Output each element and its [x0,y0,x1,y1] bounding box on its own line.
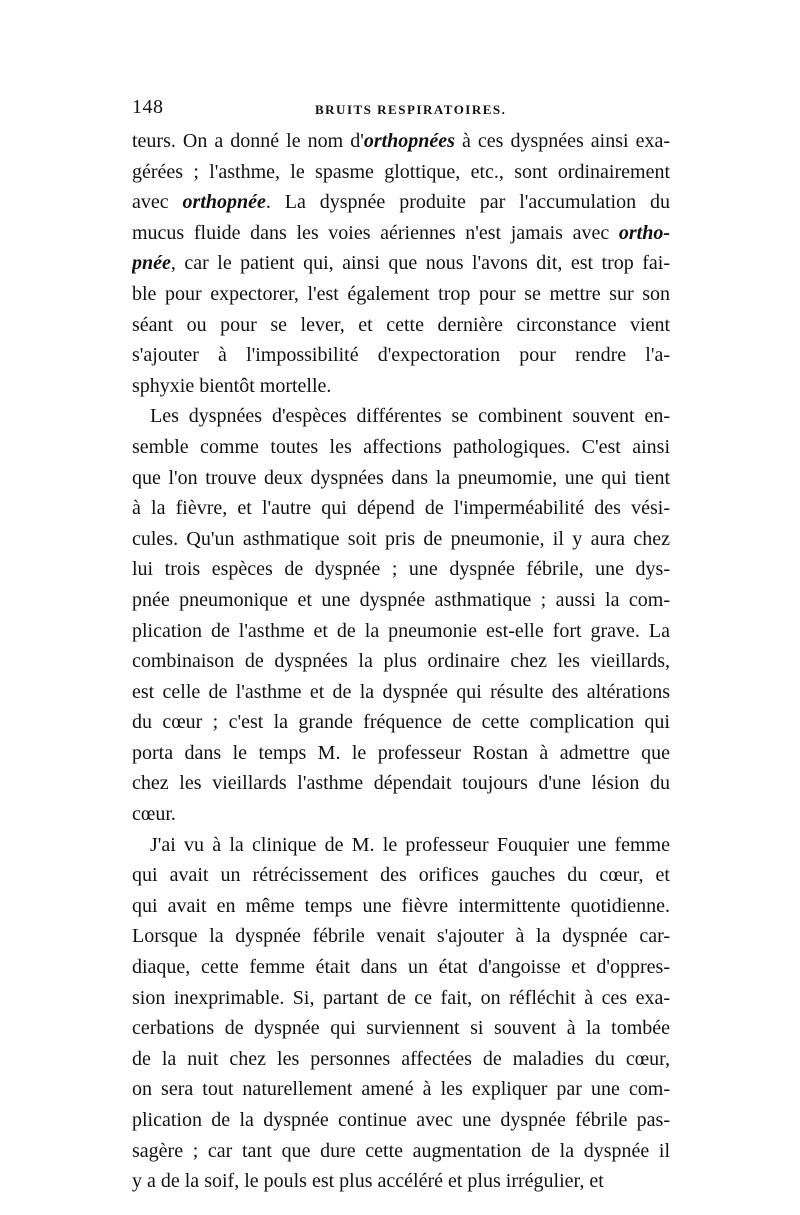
text-run: à la fièvre, et l'autre qui dépend de l'imperméabilité des vési- [132,497,670,520]
text-line [132,768,670,799]
paragraph [132,126,670,401]
text-line [132,585,670,616]
text-line [132,493,670,524]
text-run: chez les vieillards l'asthme dépendait toujours d'une lésion du [132,772,670,795]
text-run: Lorsque la dyspnée fébrile venait s'ajouter à la dyspnée car- [132,925,670,948]
italic-term: orthopnées [363,130,455,152]
text-run: sion inexprimable. Si, partant de ce fait, on réfléchit à ces exa- [132,986,670,1009]
text-run: combinaison de dyspnées la plus ordinaire chez les vieillards, [132,650,670,673]
text-run: cerbations de dyspnée qui surviennent si souvent à la tombée [132,1017,670,1040]
text-run: y a de la soif, le pouls est plus accéléré et plus irrégulier, et [132,1170,604,1193]
text-line [132,157,670,188]
text-line [132,738,670,769]
italic-term: ortho- [618,221,670,244]
text-line [132,952,670,983]
text-line [132,921,670,952]
body-text [132,126,670,1197]
text-line [132,1013,670,1044]
text-run: diaque, cette femme était dans un état d'angoisse et d'oppres- [132,956,670,979]
text-line [132,248,670,279]
text-line [132,554,670,585]
text-line [132,616,670,647]
text-line [132,707,670,738]
text-line [132,1166,670,1197]
text-run: plication de la dyspnée continue avec une dyspnée fébrile pas- [132,1109,670,1131]
text-run: séant ou pour se lever, et cette dernière circonstance vient [132,313,670,336]
text-line [132,524,670,555]
text-run: J'ai vu à la clinique de M. le professeur Fouquier une femme [150,833,670,856]
text-line [132,279,670,310]
text-line [132,830,670,861]
text-line [132,1044,670,1075]
text-line [132,646,670,677]
paragraph [132,830,670,1197]
page-header [132,96,670,120]
text-line [132,401,670,432]
text-line [132,463,670,494]
text-run: pnée pneumonique et une dyspnée asthmatique ; aussi la com- [132,588,670,611]
text-run: de la nuit chez les personnes affectées de maladies du cœur, [132,1047,670,1070]
text-run: sagère ; car tant que dure cette augmentation de la dyspnée il [132,1139,670,1162]
text-line [132,187,670,218]
italic-term: orthopnée [182,191,266,214]
running-title: BRUITS RESPIRATOIRES. [315,102,507,117]
text-line [132,677,670,708]
text-line [132,1074,670,1105]
text-line [132,891,670,922]
text-run: , car le patient qui, ainsi que nous l'avons dit, est trop fai- [170,252,670,275]
text-run: lui trois espèces de dyspnée ; une dyspnée fébrile, une dys- [132,558,670,581]
text-run: du cœur ; c'est la grande fréquence de cette complication qui [132,711,670,734]
text-run: ble pour expectorer, l'est également trop pour se mettre sur son [132,282,670,305]
text-line [132,218,670,249]
text-line [132,432,670,463]
text-line [132,371,670,402]
text-run: on sera tout naturellement amené à les expliquer par une com- [132,1078,670,1101]
text-run: à ces dyspnées ainsi exa- [454,130,670,152]
text-run: mucus fluide dans les voies aériennes n'est jamais avec [132,221,619,244]
text-run: plication de l'asthme et de la pneumonie est-elle fort grave. La [132,619,670,642]
text-line [132,1105,670,1136]
text-run: Les dyspnées d'espèces différentes se combinent souvent en- [150,405,670,428]
text-run: porta dans le temps M. le professeur Rostan à admettre que [132,741,670,764]
text-line [132,799,670,830]
text-run: qui avait un rétrécissement des orifices gauches du cœur, et [132,864,670,887]
text-run: que l'on trouve deux dyspnées dans la pneumomie, une qui tient [132,466,670,489]
text-run: teurs. On a donné le nom d' [132,130,364,152]
text-line [132,340,670,371]
text-run: semble comme toutes les affections pathologiques. C'est ainsi [132,435,670,458]
text-run: qui avait en même temps une fièvre intermittente quotidienne. [132,894,670,917]
text-run: gérées ; l'asthme, le spasme glottique, etc., sont ordinairement [132,160,670,183]
text-run: est celle de l'asthme et de la dyspnée qui résulte des altérations [132,680,670,703]
text-line [132,126,670,157]
paragraph [132,401,670,829]
italic-term: pnée [132,252,171,275]
text-line [132,860,670,891]
text-run: sphyxie bientôt mortelle. [132,374,332,397]
page-number: 148 [132,96,164,118]
text-line [132,1136,670,1167]
text-line [132,983,670,1014]
text-run: avec [132,191,183,214]
text-run: cules. Qu'un asthmatique soit pris de pneumonie, il y aura chez [132,527,670,550]
text-run: . La dyspnée produite par l'accumulation du [265,191,670,214]
text-run: s'ajouter à l'impossibilité d'expectoration pour rendre l'a- [132,344,670,367]
text-line [132,310,670,341]
text-run: cœur. [132,803,176,826]
